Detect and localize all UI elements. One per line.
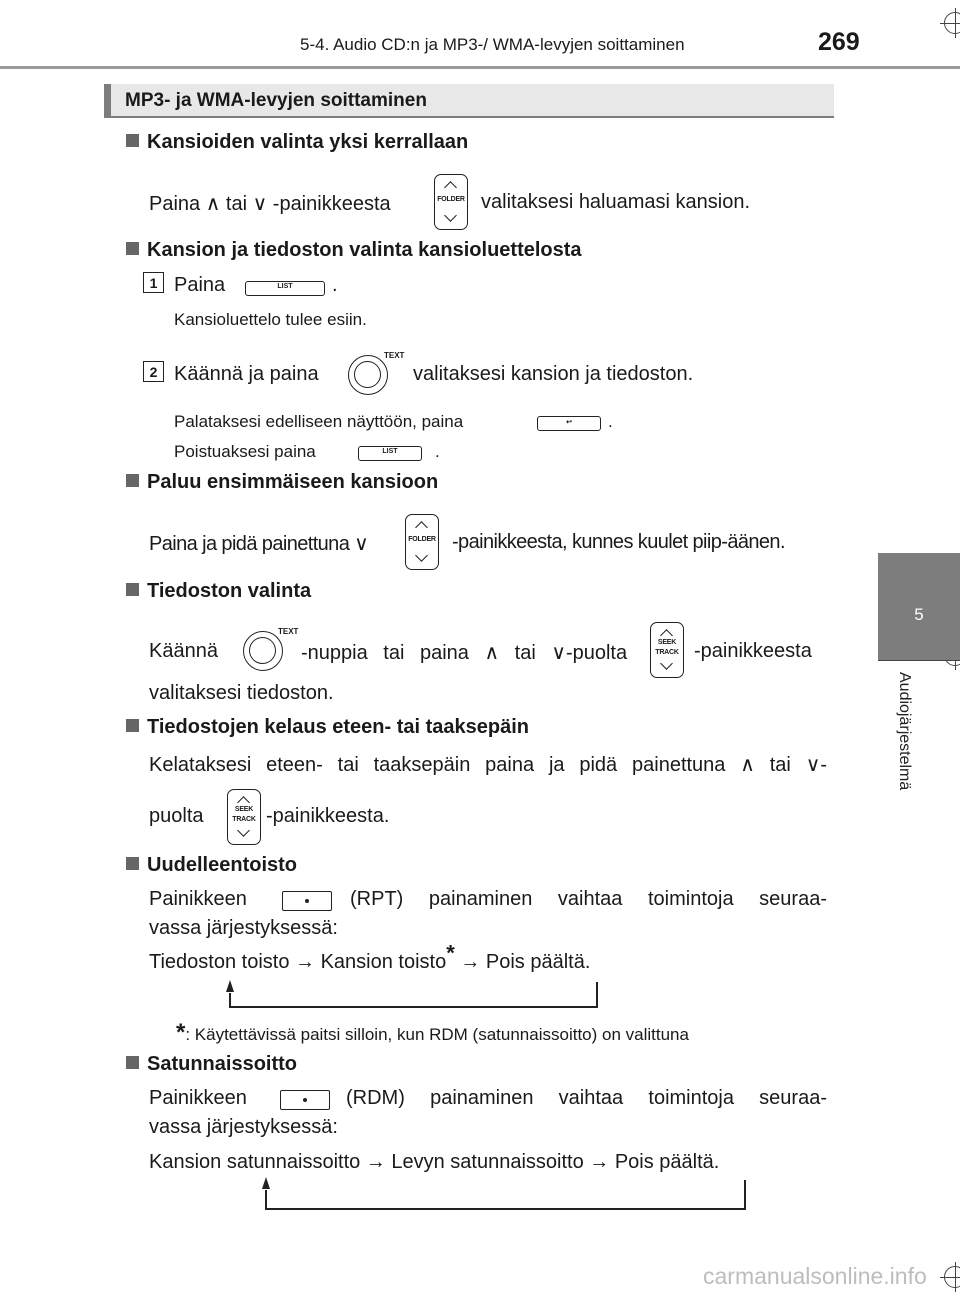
chapter-label: Audiojärjestelmä bbox=[896, 672, 913, 791]
folder-one-text-b: valitaksesi haluamasi kansion. bbox=[481, 191, 751, 213]
crop-mark-icon bbox=[940, 8, 960, 38]
bullet-square-icon bbox=[126, 134, 139, 147]
rdm-button-icon bbox=[280, 1090, 330, 1110]
folder-rocker-icon: FOLDER bbox=[405, 514, 439, 570]
folder-one-text-a: Paina ∧ tai ∨ -painikkeesta bbox=[149, 193, 391, 215]
step1-text-b: . bbox=[332, 274, 338, 296]
loop-arrow-line bbox=[596, 982, 598, 1008]
step1-note: Kansioluettelo tulee esiin. bbox=[174, 310, 367, 329]
fast-line2-b: -painikkeesta. bbox=[266, 805, 390, 827]
bullet-square-icon bbox=[126, 583, 139, 596]
heading-folder-list: Kansion ja tiedoston valinta kansioluettelosta bbox=[126, 239, 582, 262]
repeat-sequence: Tiedoston toisto → Kansion toisto* → Pois päältä. bbox=[149, 940, 591, 973]
heading-first-folder: Paluu ensimmäiseen kansioon bbox=[126, 471, 438, 494]
heading-fast: Tiedostojen kelaus eteen- tai taaksepäin bbox=[126, 716, 529, 739]
header-rule bbox=[0, 66, 960, 69]
seek-track-rocker-icon: SEEK TRACK bbox=[227, 789, 261, 845]
seek-track-rocker-icon: SEEK TRACK bbox=[650, 622, 684, 678]
first-folder-text-b: -painikkeesta, kunnes kuulet piip-äänen. bbox=[452, 531, 785, 553]
tune-knob-icon bbox=[243, 631, 283, 671]
step-number-2: 2 bbox=[143, 361, 164, 382]
fast-line2-a: puolta bbox=[149, 805, 204, 827]
file-select-text-a: Käännä bbox=[149, 640, 218, 662]
step2-text-b: valitaksesi kansion ja tiedoston. bbox=[413, 363, 694, 385]
watermark: carmanualsonline.info bbox=[703, 1263, 927, 1289]
chapter-rule bbox=[878, 660, 960, 661]
heading-random: Satunnaissoitto bbox=[126, 1053, 297, 1076]
back-note-b: . bbox=[608, 412, 613, 431]
loop-arrow-line bbox=[265, 1208, 746, 1210]
step2-text-a: Käännä ja paina bbox=[174, 363, 319, 385]
heading-file-select: Tiedoston valinta bbox=[126, 580, 311, 603]
chapter-number: 5 bbox=[914, 605, 924, 624]
repeat-line1-b: (RPT) painaminen vaihtaa toimintoja seuraa- bbox=[350, 888, 827, 910]
arrow-up-icon bbox=[226, 980, 234, 992]
exit-note-b: . bbox=[435, 442, 440, 461]
exit-note-a: Poistuaksesi paina bbox=[174, 442, 316, 461]
loop-arrow-line bbox=[265, 1190, 267, 1210]
crop-mark-icon bbox=[940, 1262, 960, 1292]
file-select-text-c: -painikkeesta bbox=[694, 640, 812, 662]
list-button-icon: LIST bbox=[245, 281, 325, 296]
random-line1-b: (RDM) painaminen vaihtaa toimintoja seuraa- bbox=[346, 1087, 827, 1109]
section-banner bbox=[104, 84, 834, 118]
bullet-square-icon bbox=[126, 719, 139, 732]
random-sequence: Kansion satunnaissoitto → Levyn satunnaissoitto → Pois päältä. bbox=[149, 1151, 720, 1173]
banner-title: MP3- ja WMA-levyjen soittaminen bbox=[125, 90, 427, 111]
section-title: 5-4. Audio CD:n ja MP3-/ WMA-levyjen soittaminen bbox=[300, 35, 685, 54]
page-number: 269 bbox=[818, 28, 860, 56]
step1-text-a: Paina bbox=[174, 274, 226, 296]
bullet-square-icon bbox=[126, 1056, 139, 1069]
rpt-button-icon bbox=[282, 891, 332, 911]
loop-arrow-line bbox=[744, 1180, 746, 1210]
back-note-a: Palataksesi edelliseen näyttöön, paina bbox=[174, 412, 464, 431]
text-knob-label: TEXT bbox=[278, 627, 299, 636]
bullet-square-icon bbox=[126, 857, 139, 870]
random-line1-a: Painikkeen bbox=[149, 1087, 247, 1109]
file-select-text-b: -nuppia tai paina ∧ tai ∨-puolta bbox=[301, 642, 628, 664]
repeat-footnote: *: Käytettävissä paitsi silloin, kun RDM (satunnaissoitto) on valittuna bbox=[176, 1019, 689, 1046]
step-number-1: 1 bbox=[143, 272, 164, 293]
fast-line1: Kelataksesi eteen- tai taaksepäin paina ja pidä painettuna ∧ tai ∨- bbox=[149, 754, 827, 776]
chapter-tab bbox=[878, 553, 960, 660]
text-knob-label: TEXT bbox=[384, 351, 405, 360]
heading-folder-one: Kansioiden valinta yksi kerrallaan bbox=[126, 131, 468, 154]
back-button-icon: ↩ bbox=[537, 416, 601, 431]
file-select-text-d: valitaksesi tiedoston. bbox=[149, 682, 334, 704]
folder-rocker-icon: FOLDER bbox=[434, 174, 468, 230]
random-line2: vassa järjestyksessä: bbox=[149, 1116, 338, 1138]
loop-arrow-line bbox=[229, 1006, 598, 1008]
first-folder-text-a: Paina ja pidä painettuna ∨ bbox=[149, 533, 369, 555]
list-button-icon: LIST bbox=[358, 446, 422, 461]
heading-repeat: Uudelleentoisto bbox=[126, 854, 297, 877]
bullet-square-icon bbox=[126, 242, 139, 255]
arrow-up-icon bbox=[262, 1177, 270, 1189]
repeat-line2: vassa järjestyksessä: bbox=[149, 917, 338, 939]
repeat-line1-a: Painikkeen bbox=[149, 888, 247, 910]
bullet-square-icon bbox=[126, 474, 139, 487]
tune-knob-icon bbox=[348, 355, 388, 395]
